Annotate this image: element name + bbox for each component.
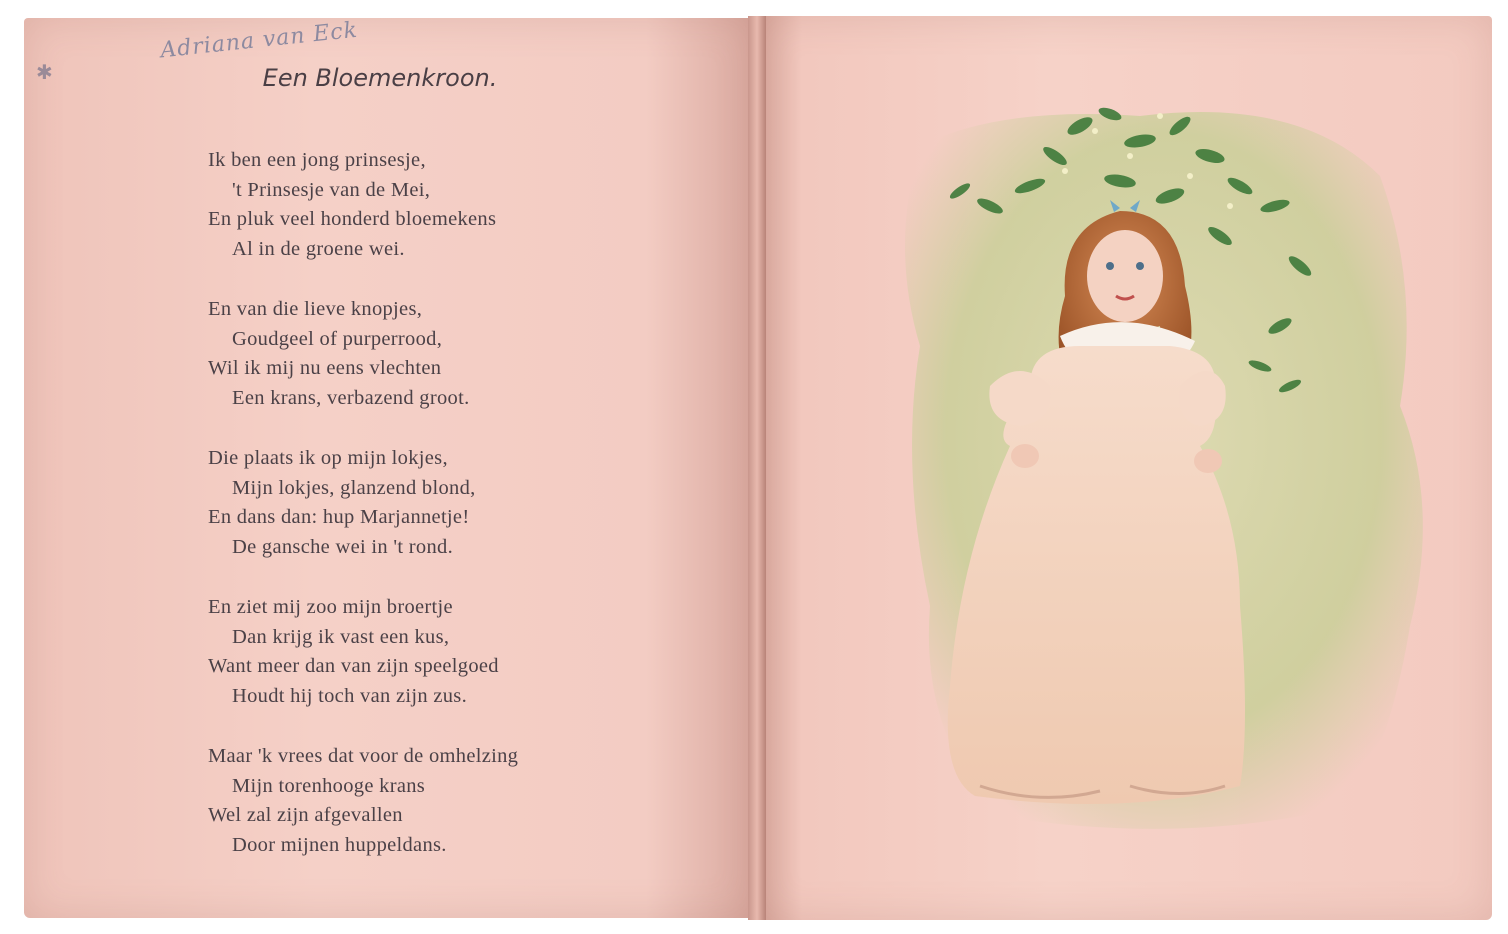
book-spine <box>748 16 766 920</box>
poem-line: Door mijnen huppeldans. <box>232 833 447 856</box>
poem-title: Een Bloemenkroon. <box>262 64 498 92</box>
poem-line: Al in de groene wei. <box>232 237 405 260</box>
poem-line: En ziet mij zoo mijn broertje <box>208 596 453 618</box>
poem-line: Maar 'k vrees dat voor de omhelzing <box>208 745 519 767</box>
poem-line: 't Prinsesje van de Mei, <box>232 178 431 201</box>
pencil-mark: ✱ <box>36 60 53 84</box>
left-hand <box>1011 444 1039 468</box>
handwritten-signature: Adriana van Eck <box>159 17 360 64</box>
poem-line: Mijn torenhooge krans <box>232 774 426 797</box>
poem-line: De gansche wei in 't rond. <box>232 535 453 558</box>
stanza <box>208 593 688 711</box>
poem-line: En dans dan: hup Marjannetje! <box>208 506 470 528</box>
stanza <box>208 444 688 562</box>
poem-line: Goudgeel of purperrood, <box>232 327 443 350</box>
poem-line: Mijn lokjes, glanzend blond, <box>232 476 476 499</box>
poem-line: Wil ik mij nu eens vlechten <box>208 357 442 379</box>
poem-line: Want meer dan van zijn speelgoed <box>208 655 499 677</box>
poem-line: En van die lieve knopjes, <box>208 298 423 320</box>
girl-illustration <box>880 86 1440 866</box>
poem-line: Een krans, verbazend groot. <box>232 386 470 409</box>
poem-line: En pluk veel honderd bloemekens <box>208 208 497 230</box>
poem-body <box>208 146 688 891</box>
poem-line: Ik ben een jong prinsesje, <box>208 149 426 171</box>
poem-line: Wel zal zijn afgevallen <box>208 804 403 826</box>
stanza <box>208 742 688 860</box>
face <box>1087 230 1163 322</box>
stanza <box>208 295 688 413</box>
poem-line: Dan krijg ik vast een kus, <box>232 625 450 648</box>
stanza <box>208 146 688 264</box>
poem-line: Die plaats ik op mijn lokjes, <box>208 447 448 469</box>
right-hand <box>1194 449 1222 473</box>
poem-line: Houdt hij toch van zijn zus. <box>232 684 468 707</box>
